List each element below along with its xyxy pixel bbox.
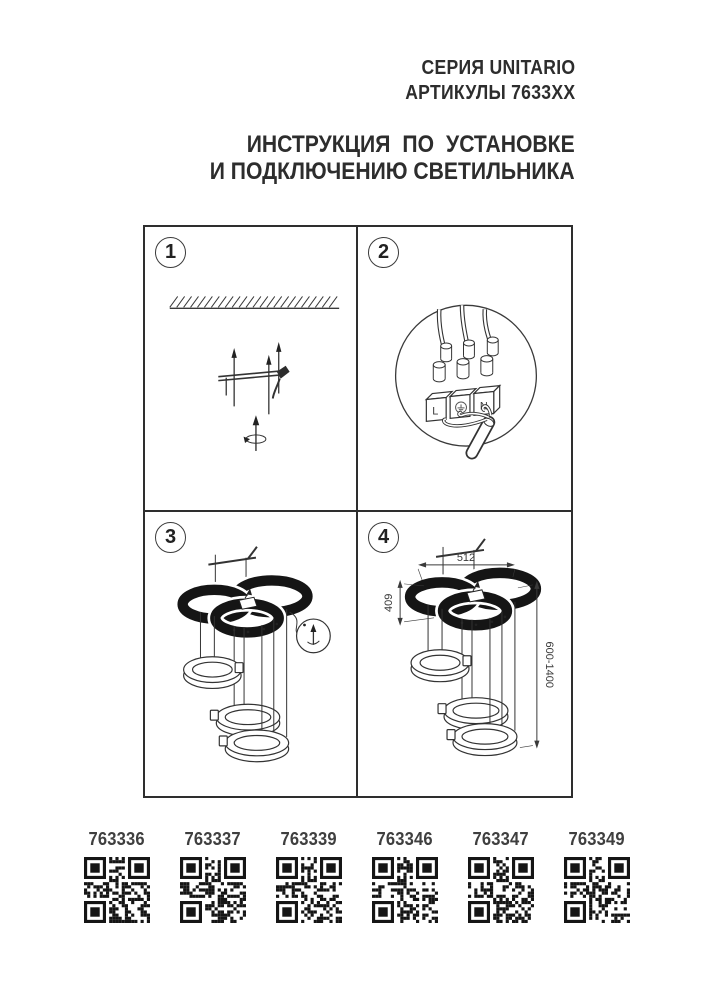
article-item bbox=[461, 829, 540, 923]
step-panel-4 bbox=[358, 512, 571, 797]
step-number: 2 bbox=[377, 241, 390, 263]
ceiling-hatch-icon bbox=[170, 296, 339, 308]
step3-drawing bbox=[145, 512, 356, 797]
main-title-line1: ИНСТРУКЦИЯ ПО УСТАНОВКЕ bbox=[247, 131, 575, 158]
step-number: 1 bbox=[164, 241, 177, 263]
chandelier-drawing bbox=[410, 538, 536, 755]
main-title bbox=[210, 131, 575, 185]
article-item bbox=[269, 829, 348, 923]
step1-drawing bbox=[145, 227, 356, 510]
article-code: 763336 bbox=[88, 829, 145, 849]
steps-grid bbox=[143, 225, 573, 798]
callout-screw-detail bbox=[290, 612, 331, 653]
qr-code bbox=[276, 857, 342, 923]
dim-height-label: 600-1400 bbox=[542, 641, 555, 688]
article-code: 763347 bbox=[472, 829, 529, 849]
terminal-label-N: N bbox=[479, 400, 488, 413]
qr-code bbox=[468, 857, 534, 923]
qr-code bbox=[180, 857, 246, 923]
rotate-arrow-icon bbox=[244, 415, 266, 451]
article-item bbox=[77, 829, 156, 923]
step-number: 3 bbox=[164, 525, 177, 548]
dim-width-label: 512 bbox=[456, 551, 476, 564]
qr-code bbox=[372, 857, 438, 923]
series-title: СЕРИЯ UNITARIO bbox=[421, 57, 575, 79]
step-number-badge bbox=[368, 237, 399, 268]
terminal-label-L: L bbox=[432, 405, 439, 418]
article-list bbox=[77, 829, 636, 923]
main-title-line2: И ПОДКЛЮЧЕНИЮ СВЕТИЛЬНИКА bbox=[210, 158, 575, 185]
article-item bbox=[365, 829, 444, 923]
mounting-bracket-drawing bbox=[218, 342, 289, 414]
step-number-badge bbox=[155, 522, 186, 553]
dim-depth-label: 409 bbox=[383, 593, 396, 612]
header bbox=[405, 56, 575, 106]
article-code: 763349 bbox=[568, 829, 625, 849]
articles-subtitle: АРТИКУЛЫ 7633XX bbox=[404, 82, 575, 104]
step-number-badge bbox=[155, 237, 186, 268]
article-code: 763339 bbox=[280, 829, 337, 849]
step-number-badge bbox=[368, 522, 399, 553]
chandelier-drawing bbox=[183, 546, 308, 761]
step-panel-1 bbox=[145, 227, 358, 512]
step4-drawing bbox=[358, 512, 571, 797]
step-number: 4 bbox=[377, 525, 390, 548]
qr-code bbox=[84, 857, 150, 923]
step-panel-3 bbox=[145, 512, 358, 797]
article-item bbox=[557, 829, 636, 923]
step2-drawing bbox=[358, 227, 571, 510]
article-item bbox=[173, 829, 252, 923]
article-code: 763337 bbox=[184, 829, 241, 849]
article-code: 763346 bbox=[376, 829, 433, 849]
step-panel-2 bbox=[358, 227, 571, 512]
qr-code bbox=[564, 857, 630, 923]
